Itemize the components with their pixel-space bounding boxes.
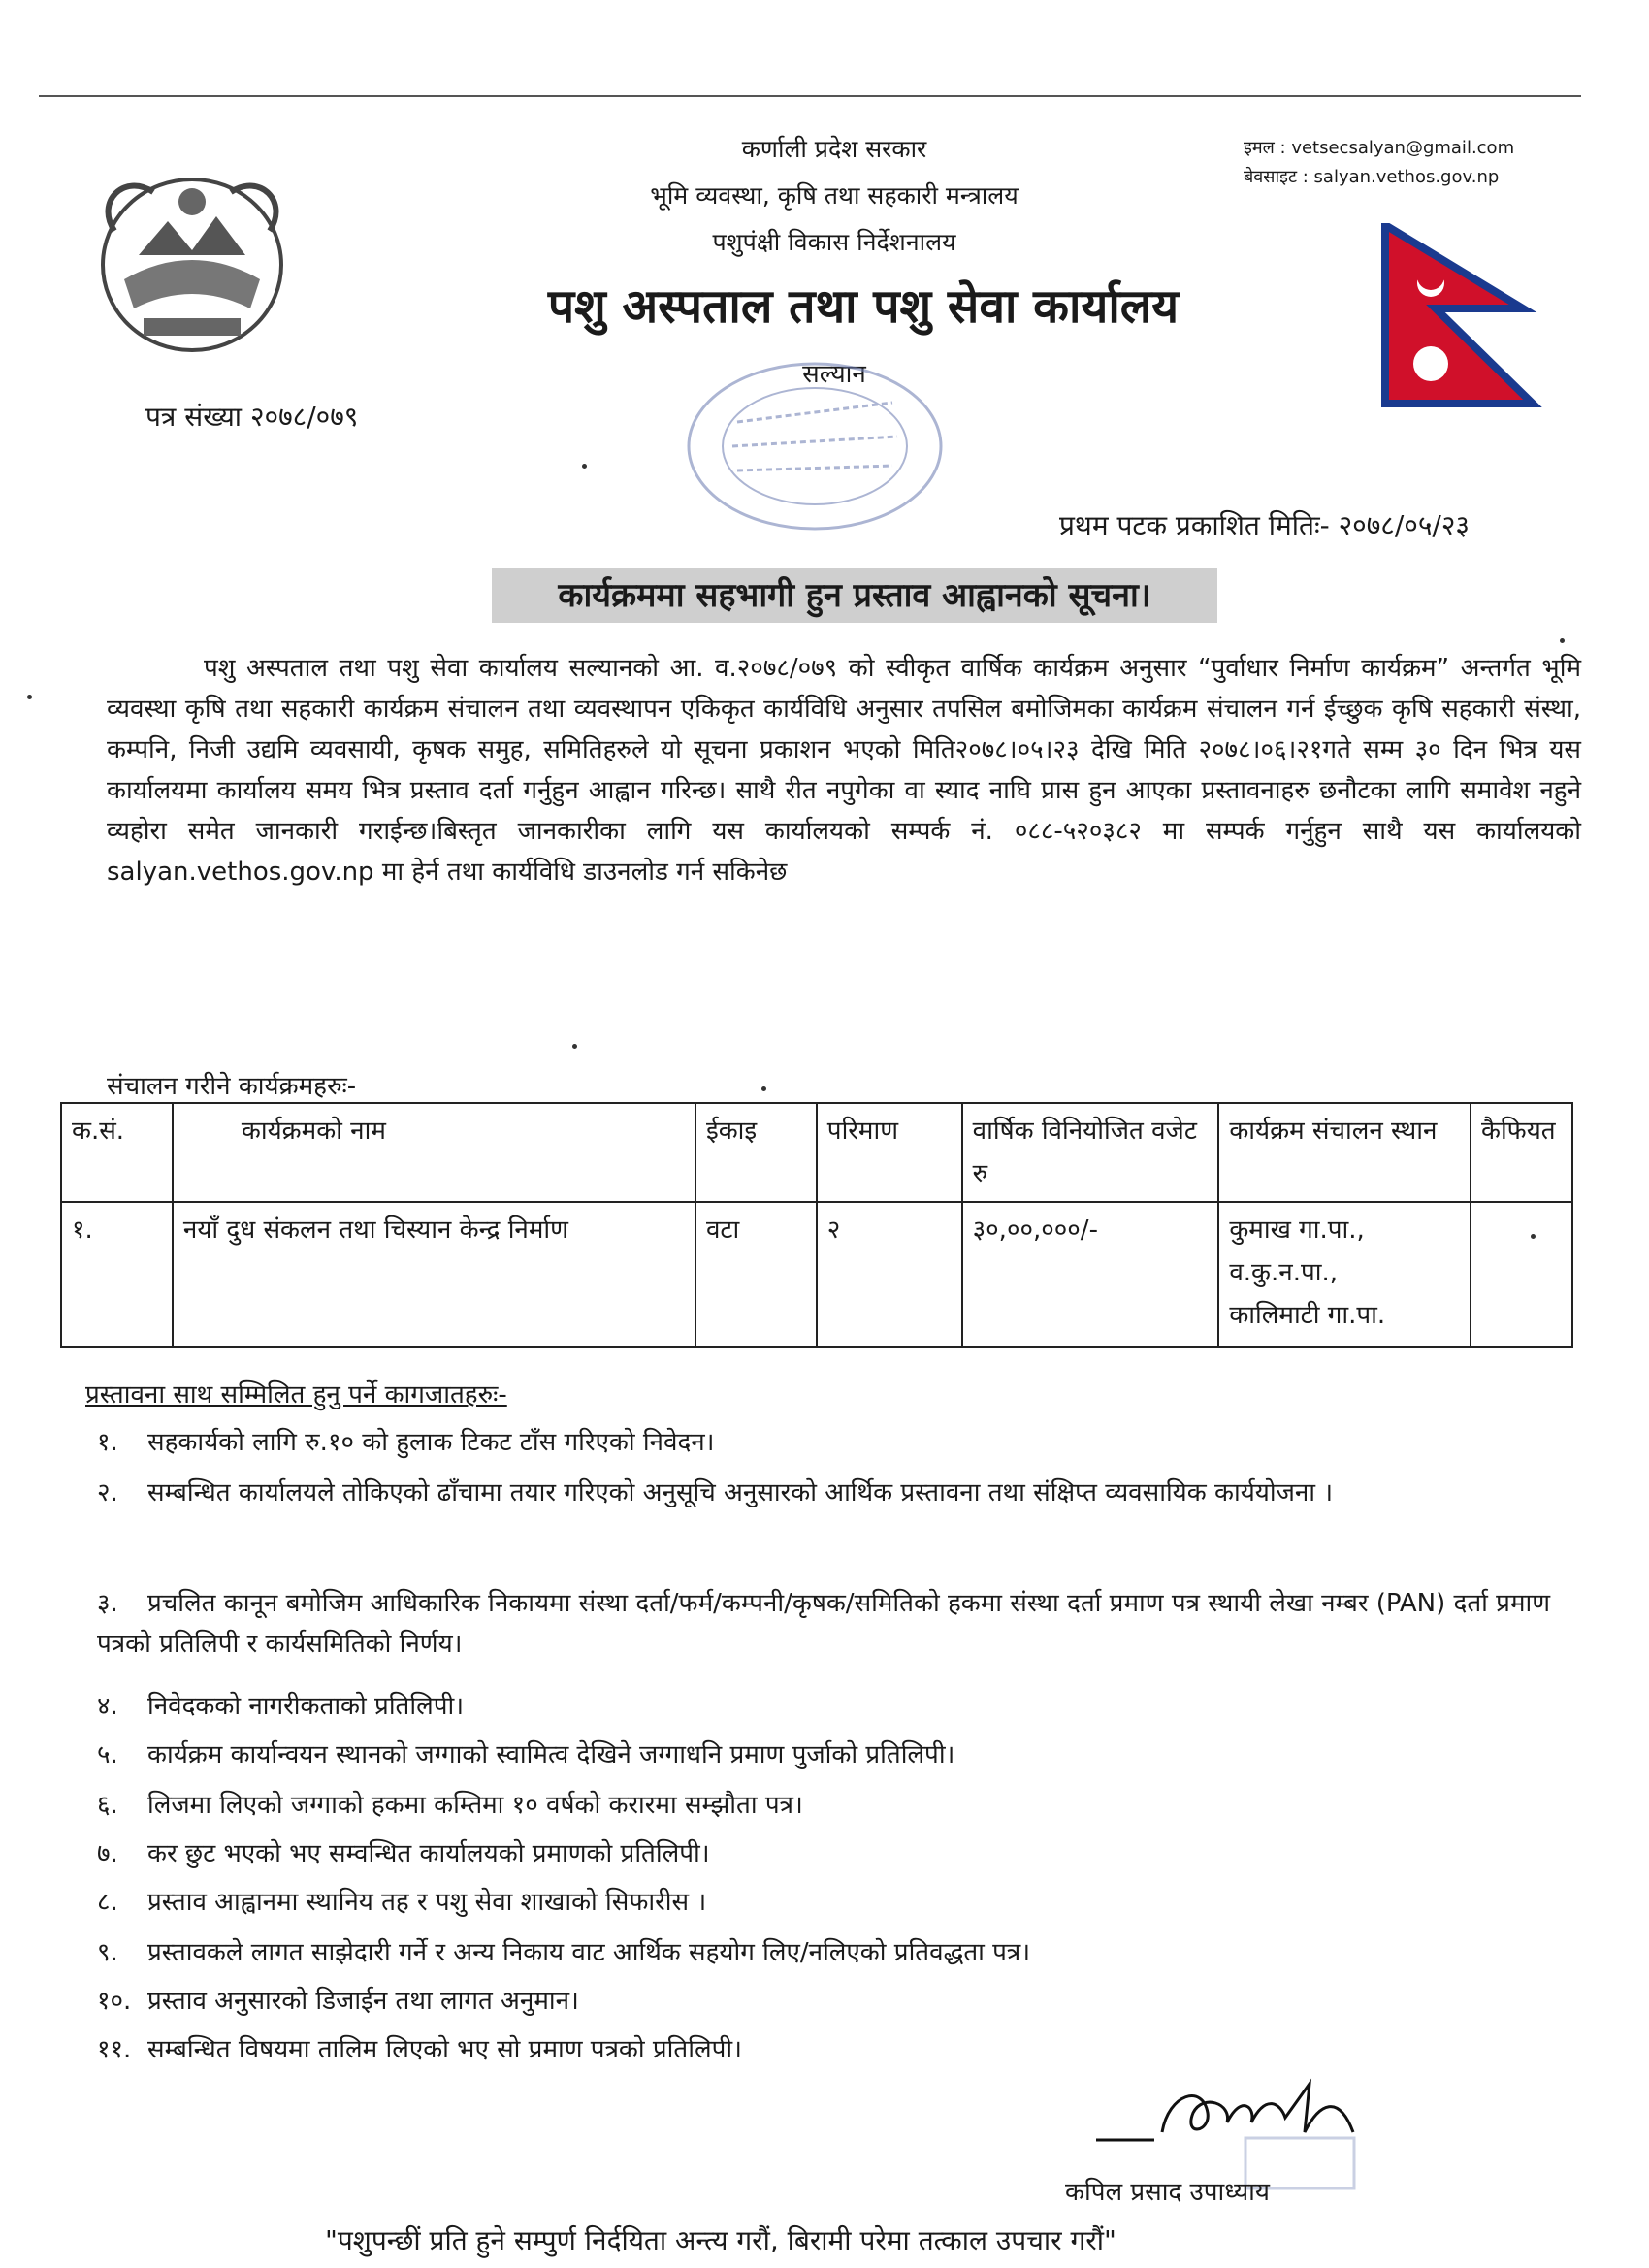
notice-title: कार्यक्रममा सहभागी हुन प्रस्ताव आह्वानको सूचना।: [492, 568, 1217, 623]
table-row: [61, 1202, 1572, 1347]
email-text: इमल : vetsecsalyan@gmail.com: [1244, 138, 1515, 158]
header-name: कार्यक्रमको नाम: [173, 1103, 695, 1202]
list-item: [97, 1882, 1571, 1923]
scan-speck: [1560, 638, 1565, 643]
item-number: ४.: [97, 1692, 118, 1721]
header-unit: ईकाइ: [695, 1103, 817, 1202]
footer-motto: "पशुपन्छीं प्रति हुने सम्पुर्ण निर्दयिता अन्त्य गरौं, बिरामी परेमा तत्काल उपचार गरौं": [325, 2224, 1116, 2256]
cell-budget: ३०,००,०००/-: [962, 1202, 1219, 1347]
scan-speck: [27, 695, 32, 699]
item-text: सम्बन्धित कार्यालयले तोकिएको ढाँचामा तयार गरिएको अनुसूचि अनुसारको आर्थिक प्रस्तावना तथा संक्षिप्त व्यवसायिक कार्ययोजना ।: [147, 1478, 1334, 1507]
item-text: सम्बन्धित विषयमा तालिम लिएको भए सो प्रमाण पत्रको प्रतिलिपी।: [147, 2035, 742, 2064]
item-number: १.: [97, 1428, 118, 1457]
list-item: [97, 1833, 1571, 1874]
office-name: पशु अस्पताल तथा पशु सेवा कार्यालय: [547, 279, 1180, 334]
cell-location: [1218, 1202, 1471, 1347]
item-text: प्रस्ताव अनुसारको डिजाईन तथा लागत अनुमान।: [147, 1987, 579, 2016]
location-line: कुमाख गा.पा.,: [1229, 1215, 1365, 1245]
item-number: ११.: [97, 2035, 132, 2064]
top-rule: [39, 95, 1581, 97]
item-text: प्रस्ताव आह्वानमा स्थानिय तह र पशु सेवा शाखाको सिफारीस ।: [147, 1888, 707, 1917]
cell-name: नयाँ दुध संकलन तथा चिस्यान केन्द्र निर्माण: [173, 1202, 695, 1347]
cell-remarks: [1471, 1202, 1572, 1347]
header-budget: वार्षिक विनियोजित वजेट रु: [962, 1103, 1219, 1202]
header-quantity: परिमाण: [817, 1103, 962, 1202]
office-stamp-icon: [679, 354, 951, 538]
cell-unit: वटा: [695, 1202, 817, 1347]
signatory-name: कपिल प्रसाद उपाध्याय: [1065, 2178, 1270, 2207]
item-number: ९.: [97, 1938, 118, 1967]
cell-quantity: २: [817, 1202, 962, 1347]
item-number: ८.: [97, 1888, 118, 1917]
list-item: [97, 1981, 1571, 2022]
item-number: १०.: [97, 1987, 132, 2016]
scan-speck: [1531, 1234, 1536, 1239]
letter-number: पत्र संख्या २०७८/०७९: [146, 401, 359, 433]
programs-table: [60, 1102, 1573, 1348]
item-text: प्रचलित कानून बमोजिम आधिकारिक निकायमा संस्था दर्ता/फर्म/कम्पनी/कृषक/समितिको हकमा संस्था दर्ता प्रमाण पत्र स्थायी लेखा नम्बर (PAN) दर्ता प्रमाण पत्रको प्रतिलिपी र कार्यसमितिको निर्णय।: [97, 1589, 1551, 1659]
programs-heading: संचालन गरीने कार्यक्रमहरुः-: [107, 1072, 357, 1101]
item-text: कार्यक्रम कार्यान्वयन स्थानको जग्गाको स्वामित्व देखिने जग्गाधनि प्रमाण पुर्जाको प्रतिलिपी।: [147, 1740, 955, 1769]
item-text: सहकार्यको लागि रु.१० को हुलाक टिकट टाँस गरिएको निवेदन।: [147, 1428, 715, 1457]
cell-sn: १.: [61, 1202, 173, 1347]
list-item: [97, 1734, 1571, 1775]
location-line: व.कु.न.पा.,: [1229, 1258, 1339, 1287]
header-location: कार्यक्रम संचालन स्थान: [1218, 1103, 1471, 1202]
item-text: निवेदकको नागरीकताको प्रतिलिपी।: [147, 1692, 465, 1721]
list-item: [97, 1785, 1571, 1826]
documents-heading: प्रस्तावना साथ सम्मिलित हुनु पर्ने कागजातहरुः-: [85, 1380, 507, 1409]
published-date: प्रथम पटक प्रकाशित मितिः- २०७८/०५/२३: [1059, 509, 1470, 541]
item-text: लिजमा लिएको जग्गाको हकमा कम्तिमा १० वर्षको करारमा सम्झौता पत्र।: [147, 1791, 803, 1820]
header-sn: क.सं.: [61, 1103, 173, 1202]
item-text: कर छुट भएको भए सम्वन्धित कार्यालयको प्रमाणको प्रतिलिपी।: [147, 1839, 710, 1868]
scan-speck: [582, 464, 587, 469]
location-line: कालिमाटी गा.पा.: [1229, 1301, 1386, 1330]
list-item: [97, 1422, 1571, 1463]
item-number: ६.: [97, 1791, 118, 1820]
website-text: बेवसाइट : salyan.vethos.gov.np: [1244, 167, 1500, 187]
contact-block: [1244, 134, 1514, 192]
item-number: २.: [97, 1478, 118, 1507]
ministry-name: भूमि व्यवस्था, कृषि तथा सहकारी मन्त्रालय: [650, 181, 1018, 210]
list-item: [97, 1686, 1571, 1727]
directorate-name: पशुपंक्षी विकास निर्देशनालय: [712, 228, 956, 256]
nepal-flag-icon: [1377, 223, 1542, 407]
scan-speck: [572, 1044, 577, 1049]
list-item: [97, 1473, 1571, 1513]
item-text: प्रस्तावकले लागत साझेदारी गर्ने र अन्य निकाय वाट आर्थिक सहयोग लिए/नलिएको प्रतिवद्धता पत्र।: [147, 1938, 1031, 1967]
list-item: [97, 1583, 1571, 1665]
header-remarks: कैफियत: [1471, 1103, 1572, 1202]
item-number: ७.: [97, 1839, 118, 1868]
notice-body: पशु अस्पताल तथा पशु सेवा कार्यालय सल्यानको आ. व.२०७८/०७९ को स्वीकृत वार्षिक कार्यक्रम अनुसार “पुर्वाधार निर्माण कार्यक्रम” अन्तर्गत भूमि व्यवस्था कृषि तथा सहकारी कार्यक्रम संचालन तथा व्यवस्थापन एकिकृत कार्यविधि अनुसार तपसिल बमोजिमका कार्यक्रम संचालन गर्न ईच्छुक कृषि सहकारी संस्था, कम्पनि, निजी उद्यमि व्यवसायी, कृषक समुह, समितिहरुले यो सूचना प्रकाशन भएको मिति२०७८।०५।२३ देखि मिति २०७८।०६।२१गते सम्म ३० दिन भित्र यस कार्यालयमा कार्यालय समय भित्र प्रस्ताव दर्ता गर्नुहुन आह्वान गरिन्छ। साथै रीत नपुगेका वा स्याद नाघि प्रास हुन आएका प्रस्तावनाहरु छनौटका लागि समावेश नहुने व्यहोरा समेत जानकारी गराईन्छ।बिस्तृत जानकारीका लागि यस कार्यालयको सम्पर्क नं. ०८८-५२०३८२ मा सम्पर्क गर्नुहुन साथै यस कार्यालयको salyan.vethos.gov.np मा हेर्न तथा कार्यविधि डाउनलोड गर्न सकिनेछ: [107, 654, 1581, 887]
list-item: [97, 1932, 1571, 1973]
district-name: सल्यान: [802, 360, 866, 389]
table-header-row: [61, 1103, 1572, 1202]
government-name: कर्णाली प्रदेश सरकार: [741, 135, 927, 163]
item-number: ५.: [97, 1740, 118, 1769]
nepal-emblem-icon: [85, 163, 299, 362]
scan-speck: [761, 1086, 766, 1091]
item-number: ३.: [97, 1589, 118, 1618]
